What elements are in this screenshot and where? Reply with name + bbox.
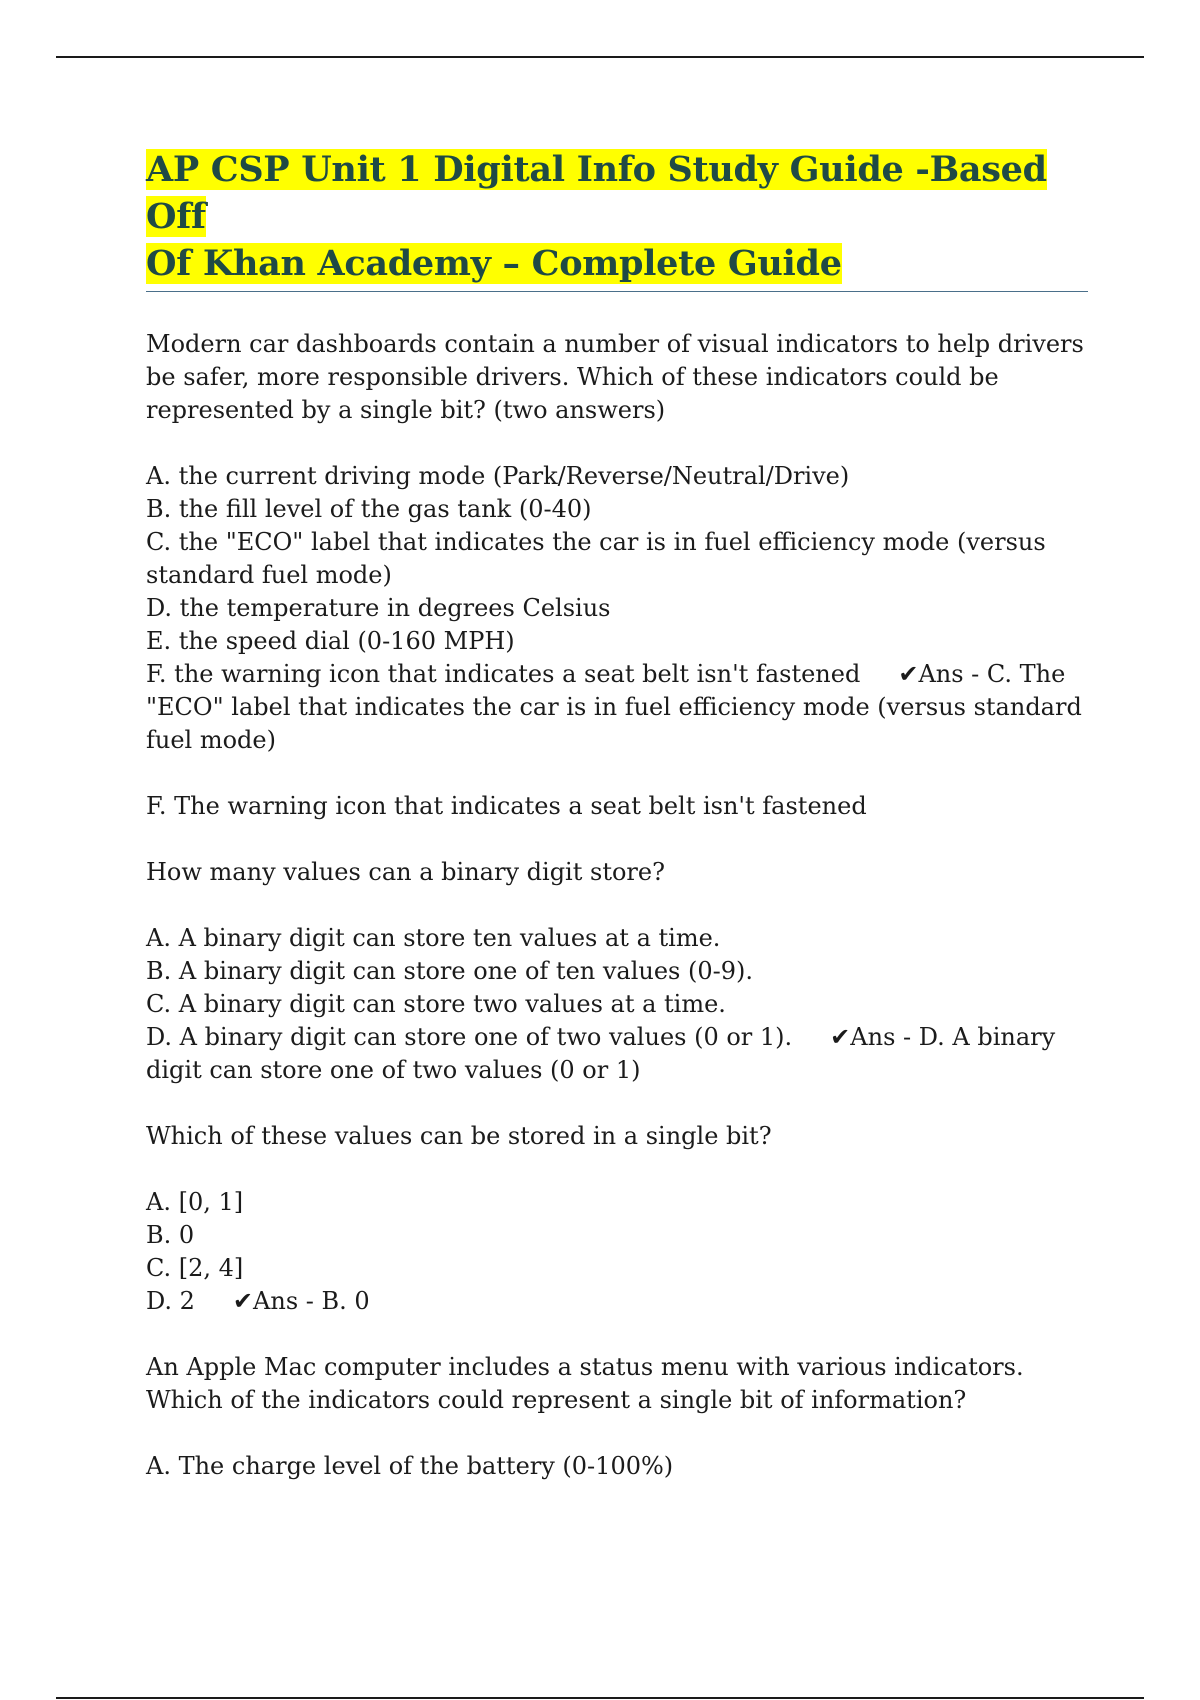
question-block-4 <box>146 1351 1088 1483</box>
option-b: B. 0 <box>146 1221 195 1249</box>
options-list <box>146 1186 1088 1318</box>
option-d: D. 2 <box>146 1287 195 1315</box>
option-c: C. A binary digit can store two values at a time. <box>146 990 726 1018</box>
options-list <box>146 460 1088 757</box>
document-title <box>146 146 1088 287</box>
option-a: A. [0, 1] <box>146 1188 244 1216</box>
check-icon: ✔ <box>898 660 919 688</box>
option-e: E. the speed dial (0-160 MPH) <box>146 627 515 655</box>
document-body <box>146 146 1092 1483</box>
option-c: C. the "ECO" label that indicates the car is in fuel efficiency mode (versus standard fuel mode) <box>146 528 1046 589</box>
answer-text: Ans - D. A binary digit can store one of two values (0 or 1) <box>146 1023 1056 1084</box>
options-list <box>146 922 1088 1087</box>
option-a: A. The charge level of the battery (0-100%) <box>146 1452 674 1480</box>
answer-text: Ans - B. 0 <box>253 1287 370 1315</box>
option-d: D. A binary digit can store one of two values (0 or 1). <box>146 1023 793 1051</box>
question-text: How many values can a binary digit store? <box>146 858 665 886</box>
page-top-rule <box>56 56 1144 58</box>
question-block-1 <box>146 328 1092 823</box>
options-list <box>146 1450 1088 1483</box>
question-text: An Apple Mac computer includes a status menu with various indicators. Which of the indicators could represent a single bit of information? <box>146 1353 1032 1414</box>
option-c: C. [2, 4] <box>146 1254 244 1282</box>
option-d-with-answer <box>146 1285 1088 1318</box>
option-a: A. A binary digit can store ten values at a time. <box>146 924 721 952</box>
option-f: F. the warning icon that indicates a seat belt isn't fastened <box>146 660 861 688</box>
option-b: B. A binary digit can store one of ten values (0-9). <box>146 957 754 985</box>
title-line-1: AP CSP Unit 1 Digital Info Study Guide -Based Off <box>146 149 1047 237</box>
option-d-with-answer <box>146 1021 1088 1087</box>
question-text: Modern car dashboards contain a number of visual indicators to help drivers be safer, more responsible drivers. Which of these indicators could be represented by a single bit? (two answers) <box>146 330 1092 424</box>
answer-text: Ans - C. The "ECO" label that indicates the car is in fuel efficiency mode (versus standard fuel mode) <box>146 660 1082 754</box>
answer-line <box>233 1287 370 1315</box>
check-icon: ✔ <box>232 1287 254 1315</box>
question-block-2 <box>146 856 1088 1087</box>
check-icon: ✔ <box>830 1023 851 1051</box>
option-b: B. the fill level of the gas tank (0-40) <box>146 495 592 523</box>
title-underline <box>146 291 1088 292</box>
option-d: D. the temperature in degrees Celsius <box>146 594 611 622</box>
page-bottom-rule <box>56 1697 1144 1699</box>
answer-extra: F. The warning icon that indicates a seat belt isn't fastened <box>146 792 867 820</box>
option-f-with-answer <box>146 658 1088 757</box>
option-a: A. the current driving mode (Park/Reverse/Neutral/Drive) <box>146 462 850 490</box>
question-block-3 <box>146 1120 1088 1318</box>
title-line-2: Of Khan Academy – Complete Guide <box>146 243 842 284</box>
question-text: Which of these values can be stored in a single bit? <box>146 1122 772 1150</box>
